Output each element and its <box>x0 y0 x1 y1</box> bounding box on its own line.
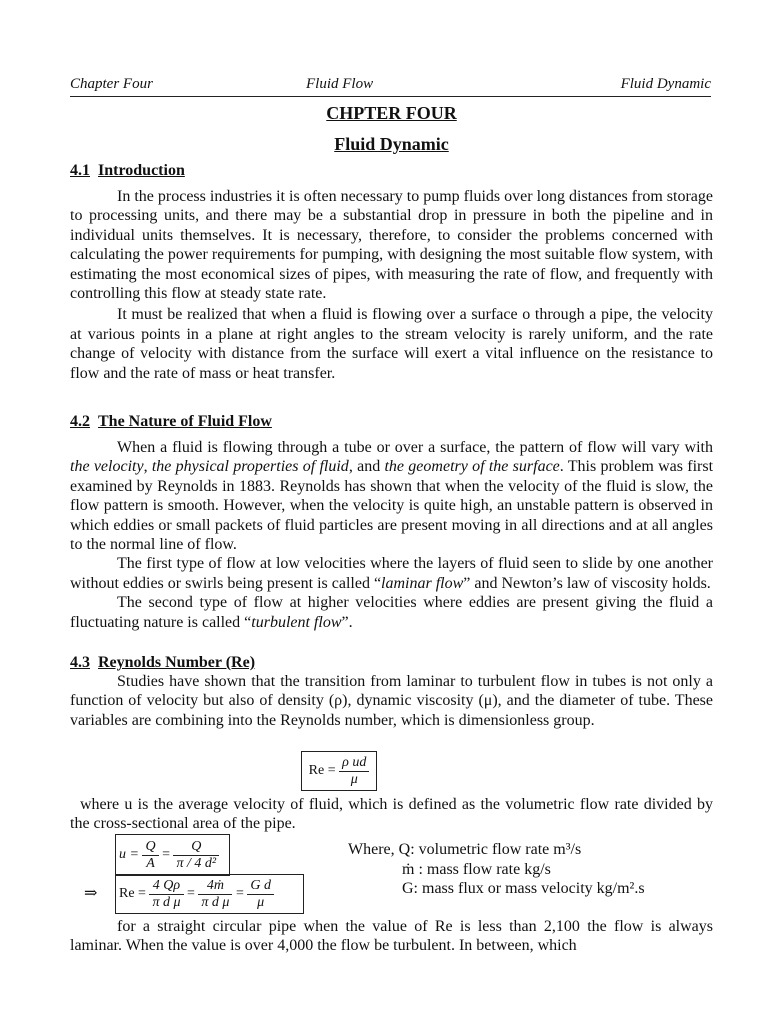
section-heading-4-1 <box>70 162 713 180</box>
equals: = <box>187 886 195 901</box>
denominator: π d μ <box>152 894 181 910</box>
section-number: 4.1 <box>70 162 90 179</box>
denominator: π d μ <box>201 894 230 910</box>
numerator: 4 Qρ <box>149 878 183 895</box>
eq-lhs: u = <box>119 847 139 862</box>
eq-fraction <box>142 839 158 872</box>
numerator: Q <box>142 839 158 856</box>
numerator: 4ṁ <box>198 878 232 895</box>
eq-fraction <box>198 878 232 911</box>
implies-arrow: ⇒ <box>84 885 98 902</box>
section-4-1-body <box>70 187 713 383</box>
reynolds-equation <box>301 751 377 791</box>
paragraph: In the process industries it is often necessary to pump fluids over long distances from storage to processing units, and there may be a substantial drop in pressure in both the pipeline and in individual units themselves. It is necessary, therefore, to consider the problems concerned with calculating the power requirements for pumping, with designing the most suitable flow system, with estimating the most economical sizes of pipes, with measuring the rate of flow, and frequently with controlling this flow at steady state rate. <box>70 188 713 303</box>
text: The second type of flow at higher velocities where eddies are present giving the fluid a fluctuating nature is called “ <box>70 594 713 631</box>
section-number: 4.3 <box>70 654 90 671</box>
running-header <box>70 72 711 97</box>
numerator: G d <box>247 878 274 895</box>
numerator: Q <box>173 839 219 856</box>
section-4-3-body-2 <box>70 795 713 834</box>
chapter-title: CHPTER FOUR <box>326 103 457 123</box>
paragraph <box>70 593 713 632</box>
paragraph: Studies have shown that the transition from laminar to turbulent flow in tubes is not only a function of velocity but also of density (ρ), dynamic viscosity (μ), and the diameter of tube. These variables are combining into the Reynolds number, which is dimensionless group. <box>70 673 713 729</box>
legend-mdot: ṁ : mass flow rate kg/s <box>402 861 551 878</box>
section-title: The Nature of Fluid Flow <box>98 413 272 430</box>
section-4-2-body <box>70 438 713 632</box>
italic-term: the geometry of the surface <box>384 458 560 476</box>
denominator: π / 4 d² <box>176 855 217 871</box>
paragraph: It must be realized that when a fluid is flowing over a surface o through a pipe, the velocity at various points in a plane at right angles to the stream velocity is rarely uniform, and the rate change of velocity with distance from the surface will exert a vital influence on the resistance to flow and the rate of mass or heat transfer. <box>70 306 713 382</box>
equals: = <box>235 886 244 901</box>
equals: = <box>162 847 170 862</box>
italic-term: the velocity <box>70 458 144 476</box>
section-4-3-body <box>70 672 713 730</box>
velocity-equation <box>115 834 230 876</box>
italic-term: the physical properties of fluid <box>151 458 349 476</box>
chapter-subtitle: Fluid Dynamic <box>334 134 449 154</box>
section-heading-4-2 <box>70 413 713 431</box>
eq-lhs: Re = <box>308 763 336 778</box>
eq-fraction <box>149 878 183 911</box>
reynolds-expanded-equation <box>115 874 304 914</box>
eq-fraction <box>339 755 369 788</box>
numerator: ρ ud <box>339 755 369 772</box>
legend-g: G: mass flux or mass velocity kg/m².s <box>402 880 645 897</box>
text: ” and Newton’s law of viscosity holds. <box>463 574 711 592</box>
paragraph: where u is the average velocity of fluid, which is defined as the volumetric flow rate divided by the cross-sectional area of the pipe. <box>70 796 713 833</box>
eq-lhs: Re = <box>119 886 146 901</box>
text: , <box>143 458 152 476</box>
section-title: Introduction <box>98 162 185 179</box>
header-chapter: Chapter Four <box>70 76 153 92</box>
paragraph <box>70 554 713 593</box>
italic-term: laminar flow <box>381 574 464 592</box>
eq-fraction <box>247 878 274 911</box>
section-title: Reynolds Number (Re) <box>98 654 256 671</box>
text: , and <box>348 458 385 476</box>
paragraph: for a straight circular pipe when the value of Re is less than 2,100 the flow is always laminar. When the value is over 4,000 the flow be turbulent. In between, which <box>70 918 713 955</box>
text: When a fluid is flowing through a tube or over a surface, the pattern of flow will vary with <box>117 439 713 456</box>
section-heading-4-3 <box>70 654 713 672</box>
text: ”. <box>341 613 353 631</box>
section-4-3-body-3 <box>70 917 713 956</box>
paragraph <box>70 438 713 554</box>
legend-q: Where, Q: volumetric flow rate m³/s <box>348 841 582 858</box>
italic-term: turbulent flow <box>251 613 342 631</box>
denominator: μ <box>350 771 358 787</box>
header-section: Fluid Dynamic <box>620 76 711 92</box>
denominator: μ <box>257 894 265 910</box>
denominator: A <box>146 855 155 871</box>
eq-fraction <box>173 839 219 872</box>
text: The first type of flow at low velocities where the layers of fluid seen to slide by one another without eddies or swirls being present is called “ <box>70 555 713 592</box>
header-topic: Fluid Flow <box>306 76 374 92</box>
section-number: 4.2 <box>70 413 90 430</box>
text: . This problem was first examined by Reynolds in 1883. Reynolds has shown that when the velocity of the fluid is slow, the flow pattern is smooth. However, when the velocity is quite high, an unstable pattern is observed in which eddies or small packets of fluid particles are present moving in all directions and at all angles to the normal line of flow. <box>70 458 714 554</box>
